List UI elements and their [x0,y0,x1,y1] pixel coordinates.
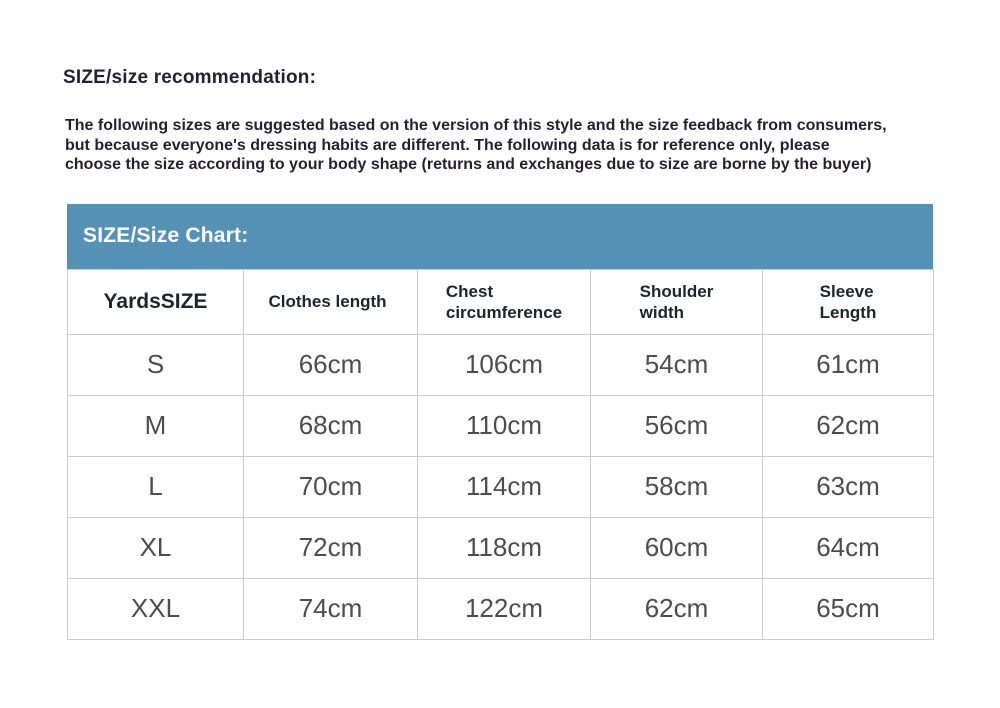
shoulder-width-value: 56cm [591,395,763,456]
clothes-length-value: 66cm [244,334,418,395]
size-chart-table [67,269,934,640]
size-chart-title-bar [67,204,933,269]
clothes-length-value: 70cm [244,456,418,517]
chest-circumference-value: 106cm [418,334,591,395]
size-label: XXL [68,578,244,639]
size-label: S [68,334,244,395]
size-label: M [68,395,244,456]
sleeve-length-value: 62cm [763,395,934,456]
column-header-chest-circumference: Chest circumference [418,269,591,334]
size-chart [67,204,1000,640]
shoulder-width-value: 62cm [591,578,763,639]
table-row [68,395,934,456]
intro-line: choose the size according to your body shape (returns and exchanges due to size are borne by the buyer) [65,156,872,173]
clothes-length-value: 68cm [244,395,418,456]
intro-line: but because everyone's dressing habits are different. The following data is for reference only, please [65,136,830,154]
column-header-shoulder-width: Shoulder width [591,269,763,334]
column-header-sleeve-length: Sleeve Length [763,269,934,334]
size-label: L [68,456,244,517]
sleeve-length-value: 61cm [763,334,934,395]
sleeve-length-value: 65cm [763,578,934,639]
clothes-length-value: 74cm [244,578,418,639]
sleeve-length-value: 64cm [763,517,934,578]
shoulder-width-value: 54cm [591,334,763,395]
page-title: SIZE/size recommendation: [63,67,317,88]
chest-circumference-value: 118cm [418,517,591,578]
sleeve-length-value: 63cm [763,456,934,517]
table-row [68,334,934,395]
chest-circumference-value: 110cm [418,395,591,456]
chest-circumference-value: 114cm [418,456,591,517]
intro-paragraph [65,116,1000,175]
column-header-size: YardsSIZE [68,269,244,334]
table-row [68,517,934,578]
clothes-length-value: 72cm [244,517,418,578]
table-row [68,456,934,517]
chest-circumference-value: 122cm [418,578,591,639]
table-row [68,578,934,639]
size-label: XL [68,517,244,578]
shoulder-width-value: 58cm [591,456,763,517]
size-chart-title: SIZE/Size Chart: [83,224,249,247]
table-header-row [68,269,934,334]
shoulder-width-value: 60cm [591,517,763,578]
intro-line: The following sizes are suggested based on the version of this style and the size feedback from consumers, [65,117,887,134]
column-header-clothes-length: Clothes length [244,269,418,334]
